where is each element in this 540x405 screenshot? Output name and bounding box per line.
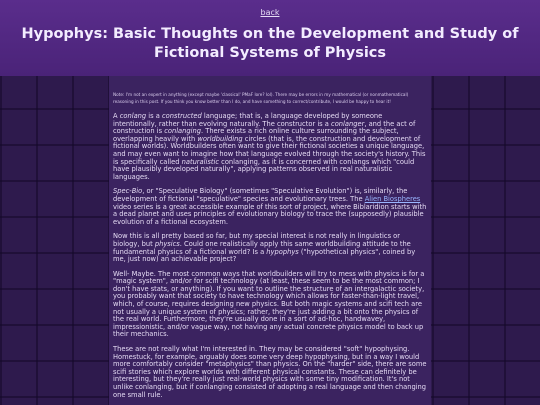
paragraph: [113, 188, 427, 226]
disclaimer-note: Note: I'm not an expert in anything (except maybe 'classical' PMaF lore? lol). There may be errors in my mathematical (or nonmathematical) reasoning in this post. If you think you know better than I do, and have something to correct/contribute, I would be happy to hear it!: [113, 92, 409, 104]
text-run: video series is a great accessible example of this sort of project, where Biblaridion starts with a dead planet and uses principles of evolutionary biology to trace the (supposedly) plausible evolution of a fictional ecosystem.: [113, 202, 427, 226]
emphasis-text: constructed: [161, 112, 202, 120]
text-run: Now this is all pretty based so far, but my special interest is not really in linguistics or biology, but: [113, 232, 401, 248]
text-run: , and the act of construction is: [113, 119, 416, 136]
text-run: These are not really what I'm interested in. They may be considered "soft" hypophysing. Homestuck, for example, arguably does some very deep hypophysing, but in a way I would more comfortably consider "metaphysics" than physics. On the "harder" side, there are some scifi stories which explore worlds with different physical constants. These can definitely be interesting, but they're really just real-world physics with some tiny modification. It's not unlike conlanging, but if conlanging consisted of adopting a real language and then changing one small rule.: [113, 345, 427, 399]
text-run: Well- Maybe. The most common ways that worldbuilders will try to mess with physics is for a "magic system", and/or for scifi technology (at least, these seem to be the most common; I don't have stats, or anything). If you want to outline the structure of an intergalactic society, you probably want that society to have technology which allows for faster-than-light travel, which, of course, requires designing new physics. But both magic systems and scifi tech are not usually a unique system of physics; rather, they're just adding a bit onto the physics of the real world. Furthermore, they're usually done in a sort of ad-hoc, handwavey, impressionistic, and/or vague way, not having any actual concrete physics model to back up their mechanics.: [113, 269, 425, 339]
text-run: , or "Speculative Biology" (sometimes "Speculative Evolution") is, similarly, the development of fictional "speculative" species and evolutionary trees. The: [113, 187, 408, 203]
text-run: ("hypothetical physics", coined by me, just now) an achievable project?: [113, 247, 416, 264]
emphasis-text: hypophys: [266, 247, 299, 256]
emphasis-text: conlanger: [331, 119, 365, 128]
text-run: circles (that is, the construction and development of fictional worlds). Worldbuilders often want to give their fictional societies a unique language, and may even want to imagine how that language evolved through the society's history. This is specifically called: [113, 134, 426, 166]
emphasis-text: conlanging: [164, 127, 201, 136]
paragraph: [113, 271, 427, 339]
back-link[interactable]: back: [260, 8, 280, 17]
paragraph: [113, 113, 427, 181]
emphasis-text: naturalistic: [181, 157, 220, 166]
emphasis-text: Spec-Bio: [113, 187, 143, 196]
emphasis-text: conlang: [119, 112, 147, 120]
article-body: [113, 113, 427, 399]
text-run: . Could one realistically apply this same worldbuilding attitude to the fundamental physics of a fictional world? Is a: [113, 239, 411, 256]
text-run: is a: [146, 112, 162, 120]
page-header: [0, 0, 540, 76]
paragraph: [113, 233, 427, 263]
page-title: Hypophys: Basic Thoughts on the Development and Study of Fictional Systems of Physics: [21, 26, 519, 61]
text-run: . There exists a rich online culture surrounding the subject, overlapping heavily with: [113, 127, 399, 143]
text-run: A: [113, 112, 120, 120]
article-content: [109, 76, 431, 405]
paragraph: [113, 346, 427, 399]
text-run: conlanging, as it is concerned with conlangs which "could have plausibly developed naturally", applying patterns observed in real naturalistic languages.: [113, 157, 415, 181]
inline-link[interactable]: Alien Biospheres: [364, 194, 421, 203]
emphasis-text: physics: [154, 239, 180, 248]
emphasis-text: worldbuilding: [197, 134, 243, 143]
text-run: language; that is, a language developed by someone intentionally, rather than evolving naturally. The constructor is a: [113, 112, 383, 128]
